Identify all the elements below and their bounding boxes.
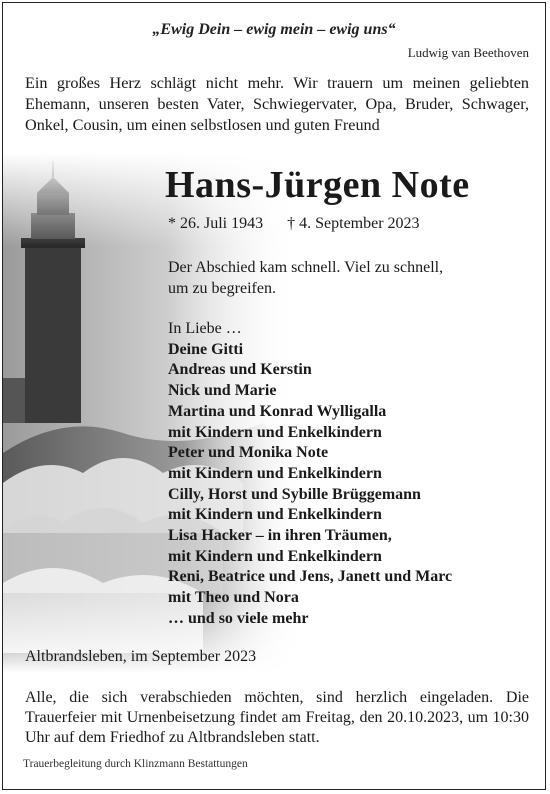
mourner-line: Cilly, Horst und Sybille Brüggemann [168,485,421,503]
in-love-label: In Liebe … [168,320,242,337]
place-date: Altbrandsleben, im September 2023 [25,648,257,665]
mourner-line: Martina und Konrad Wylligalla [168,402,387,420]
mourner-line: mit Kindern und Enkelkindern [168,506,382,524]
intro-text: Ein großes Herz schlägt nicht mehr. Wir trauern um meinen geliebten Ehemann, unseren besten Vater, Schwiegervater, Opa, Bruder, Schwager, Onkel, Cousin, um einen selbstlosen und guten Freund [25,74,529,134]
farewell-text [168,257,508,299]
life-dates [168,215,420,233]
deceased-name: Hans-Jürgen Note [165,164,470,206]
mourner-line: Reni, Beatrice und Jens, Janett und Marc [168,568,453,586]
mourner-line: Deine Gitti [168,340,244,358]
farewell-line: Der Abschied kam schnell. Viel zu schnell, [168,259,444,276]
mourner-line: mit Kindern und Enkelkindern [168,547,382,565]
undertaker-credit: Trauerbegleitung durch Klinzmann Bestattungen [23,758,248,770]
funeral-invitation: Alle, die sich verabschieden möchten, sind herzlich eingeladen. Die Trauerfeier mit Urnenbeisetzung findet am Freitag, den 20.10.2023, um 10:30 Uhr auf dem Friedhof zu Altbrandsleben statt. [25,689,529,746]
mourners-list [168,319,452,630]
mourner-line: Peter und Monika Note [168,444,329,462]
death-date: † 4. September 2023 [287,215,420,232]
mourner-line: Nick und Marie [168,382,277,400]
farewell-line: um zu begreifen. [168,280,276,297]
mourner-line: mit Theo und Nora [168,589,299,607]
quote-author: Ludwig van Beethoven [407,45,529,60]
mourner-line: mit Kindern und Enkelkindern [168,464,382,482]
mourner-line: … und so viele mehr [168,609,309,627]
mourner-line: mit Kindern und Enkelkindern [168,423,382,441]
mourner-line: Lisa Hacker – in ihren Träumen, [168,527,392,545]
mourner-line: Andreas und Kerstin [168,361,312,379]
quote-text: „Ewig Dein – ewig mein – ewig uns“ [152,21,396,38]
obituary-notice [2,2,546,790]
birth-date: * 26. Juli 1943 [168,215,264,232]
